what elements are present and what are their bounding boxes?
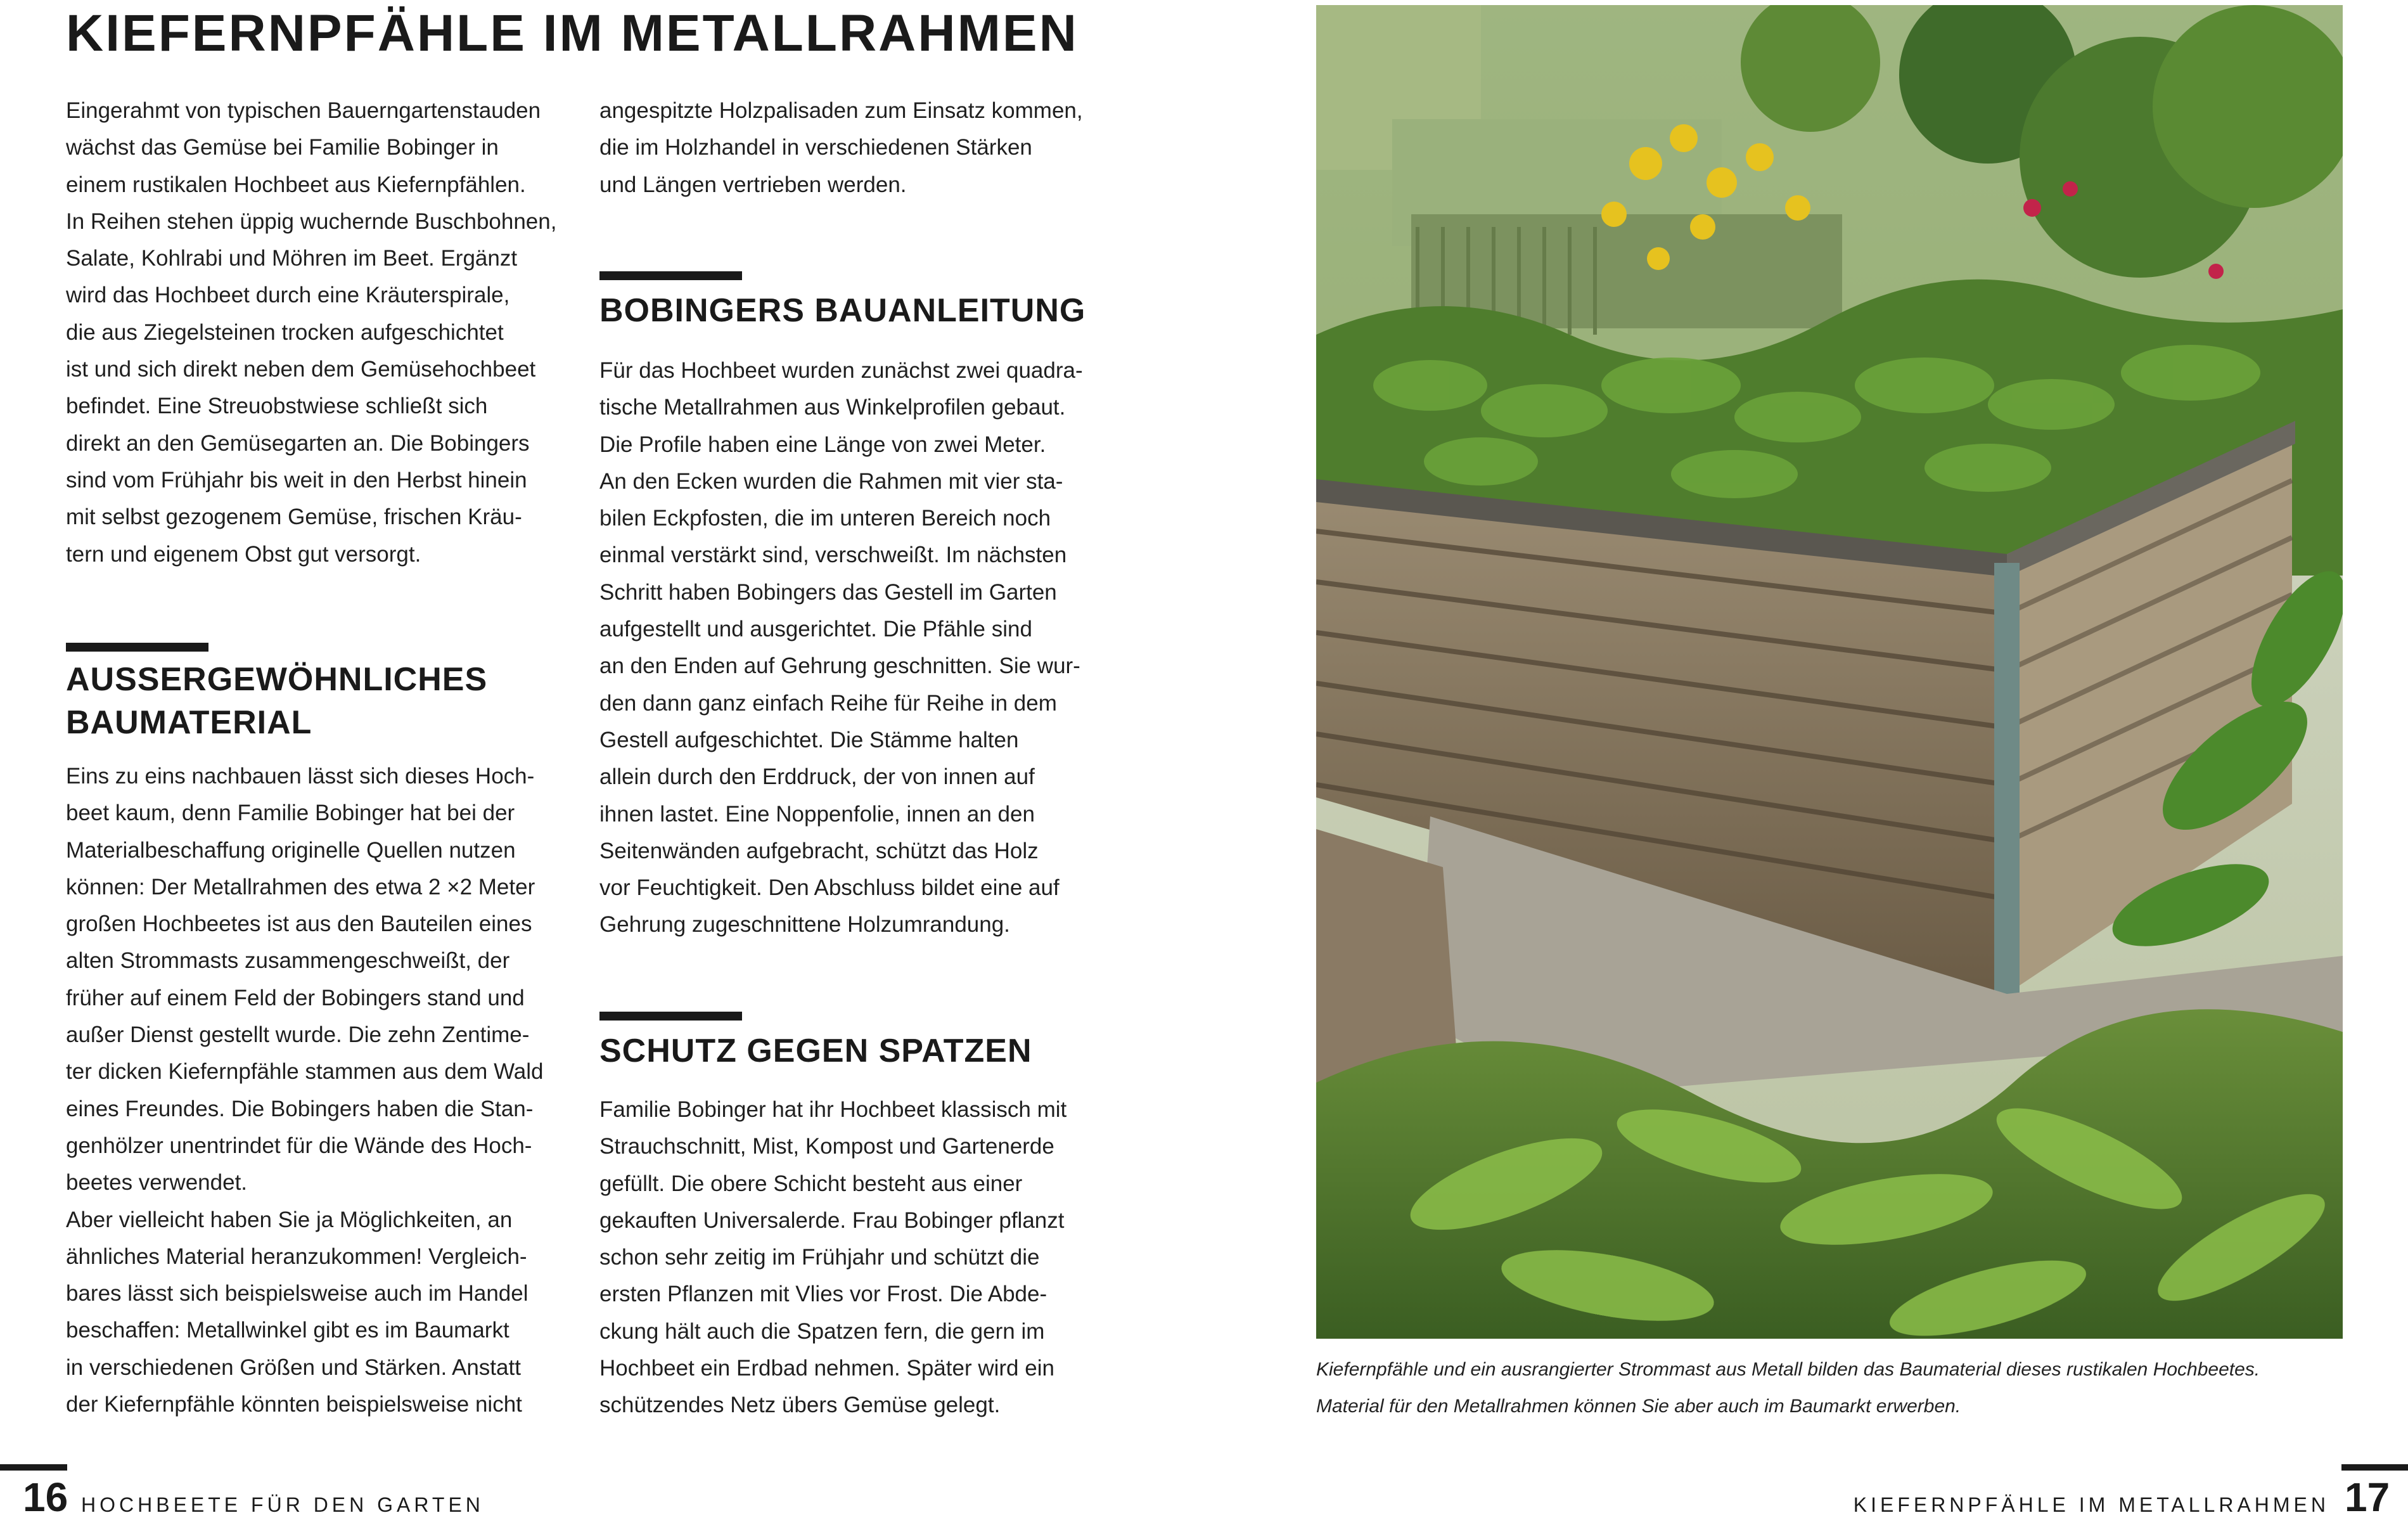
section-rule [66, 643, 208, 652]
intro-text: Eingerahmt von typischen Bauerngartenstauden wächst das Gemüse bei Familie Bobinger in einem rustikalen Hochbeet aus Kiefernpfählen. In Reihen stehen üppig wuchernde Buschbohnen, Salate, Kohlrabi und Möhren im Beet. Ergänzt wird das Hochbeet durch eine Kräuterspirale, die aus Ziegelsteinen trocken aufgeschichtet ist und sich direkt neben dem Gemüsehochbeet befindet. Eine Streuobstwiese schließt sich direkt an den Gemüsegarten an. Die Bobingers sind vom Frühjahr bis weit in den Herbst hinein mit selbst gezogenem Gemüse, frischen Kräu- tern und eigenem Obst gut versorgt. [66, 98, 557, 567]
section-heading-baumaterial: AUSSERGEWÖHNLICHES BAUMATERIAL [66, 661, 488, 741]
column2-continuation [599, 93, 1100, 203]
page-number-left: 16 [23, 1474, 68, 1520]
running-footer-left: HOCHBEETE FÜR DEN GARTEN [81, 1493, 484, 1516]
photo-caption [1316, 1351, 2393, 1425]
section-heading-spatzen: SCHUTZ GEGEN SPATZEN [599, 1033, 1032, 1069]
raised-bed-photo [1316, 5, 2343, 1339]
page-number-right: 17 [2345, 1474, 2390, 1520]
running-footer-right: KIEFERNPFÄHLE IM METALLRAHMEN [1853, 1493, 2329, 1516]
caption-line-2: Material für den Metallrahmen können Sie aber auch im Baumarkt erwerben. [1316, 1396, 1961, 1417]
section-baumaterial-text: Eins zu eins nachbauen lässt sich dieses Hoch- beet kaum, denn Familie Bobinger hat bei der Materialbeschaffung originelle Quellen nutzen können: Der Metallrahmen des etwa 2 ×2 Meter großen Hochbeetes ist aus den Bauteilen eines alten Strommasts zusammengeschweißt, der früher auf einem Feld der Bobingers stand und außer Dienst gestellt wurde. Die zehn Zentime- ter dicken Kiefernpfähle stammen aus dem Wald eines Freundes. Die Bobingers haben die Stan- genhölzer unentrindet für die Wände des Hoch- beetes verwendet. Aber vielleicht haben Sie ja Möglichkeiten, an ähnliches Material heranzukommen! Vergleich- bares lässt sich beispielsweise auch im Handel beschaffen: Metallwinkel gibt es im Baumarkt in verschiedenen Größen und Stärken. Anstatt der Kiefernpfähle könnten beispielsweise nicht [66, 764, 544, 1417]
section-rule [599, 271, 742, 280]
section-spatzen-text: Familie Bobinger hat ihr Hochbeet klassisch mit Strauchschnitt, Mist, Kompost und Gartenerde gefüllt. Die obere Schicht besteht aus einer gekauften Universalerde. Frau Bobinger pflanzt schon sehr zeitig im Frühjahr und schützt die ersten Pflanzen mit Vlies vor Frost. Die Abde- ckung hält auch die Spatzen fern, die gern im Hochbeet ein Erdbad nehmen. Später wird ein schützendes Netz übers Gemüse gelegt. [599, 1097, 1067, 1418]
page-number-rule-left [0, 1464, 67, 1471]
section-bauanleitung-text: Für das Hochbeet wurden zunächst zwei quadra- tische Metallrahmen aus Winkelprofilen gebaut. Die Profile haben eine Länge von zwei Meter. An den Ecken wurden die Rahmen mit vier sta- bilen Eckpfosten, die im unteren Bereich noch einmal verstärkt sind, verschweißt. Im nächsten Schritt haben Bobingers das Gestell im Garten aufgestellt und ausgerichtet. Die Pfähle sind an den Enden auf Gehrung geschnitten. Sie wur- den dann ganz einfach Reihe für Reihe in dem Gestell aufgeschichtet. Die Stämme halten allein durch den Erddruck, der von innen auf ihnen lastet. Eine Noppenfolie, innen an den Seitenwänden aufgebracht, schützt das Holz vor Feuchtigkeit. Den Abschluss bildet eine auf Gehrung zugeschnittene Holzumrandung. [599, 358, 1083, 937]
intro-paragraph [66, 93, 567, 573]
section-baumaterial-body [66, 758, 567, 1423]
caption-line-1: Kiefernpfähle und ein ausrangierter Strommast aus Metall bilden das Baumaterial dieses rustikalen Hochbeetes. [1316, 1359, 2260, 1380]
page-title: KIEFERNPFÄHLE IM METALLRAHMEN [66, 4, 1079, 62]
page-number-rule-right [2341, 1464, 2408, 1471]
section-spatzen-body [599, 1092, 1100, 1424]
section-bauanleitung-body [599, 352, 1100, 944]
section-heading-bauanleitung: BOBINGERS BAUANLEITUNG [599, 292, 1086, 329]
section-rule [599, 1012, 742, 1021]
column2-continuation-text: angespitzte Holzpalisaden zum Einsatz kommen, die im Holzhandel in verschiedenen Stärken und Längen vertrieben werden. [599, 98, 1083, 197]
